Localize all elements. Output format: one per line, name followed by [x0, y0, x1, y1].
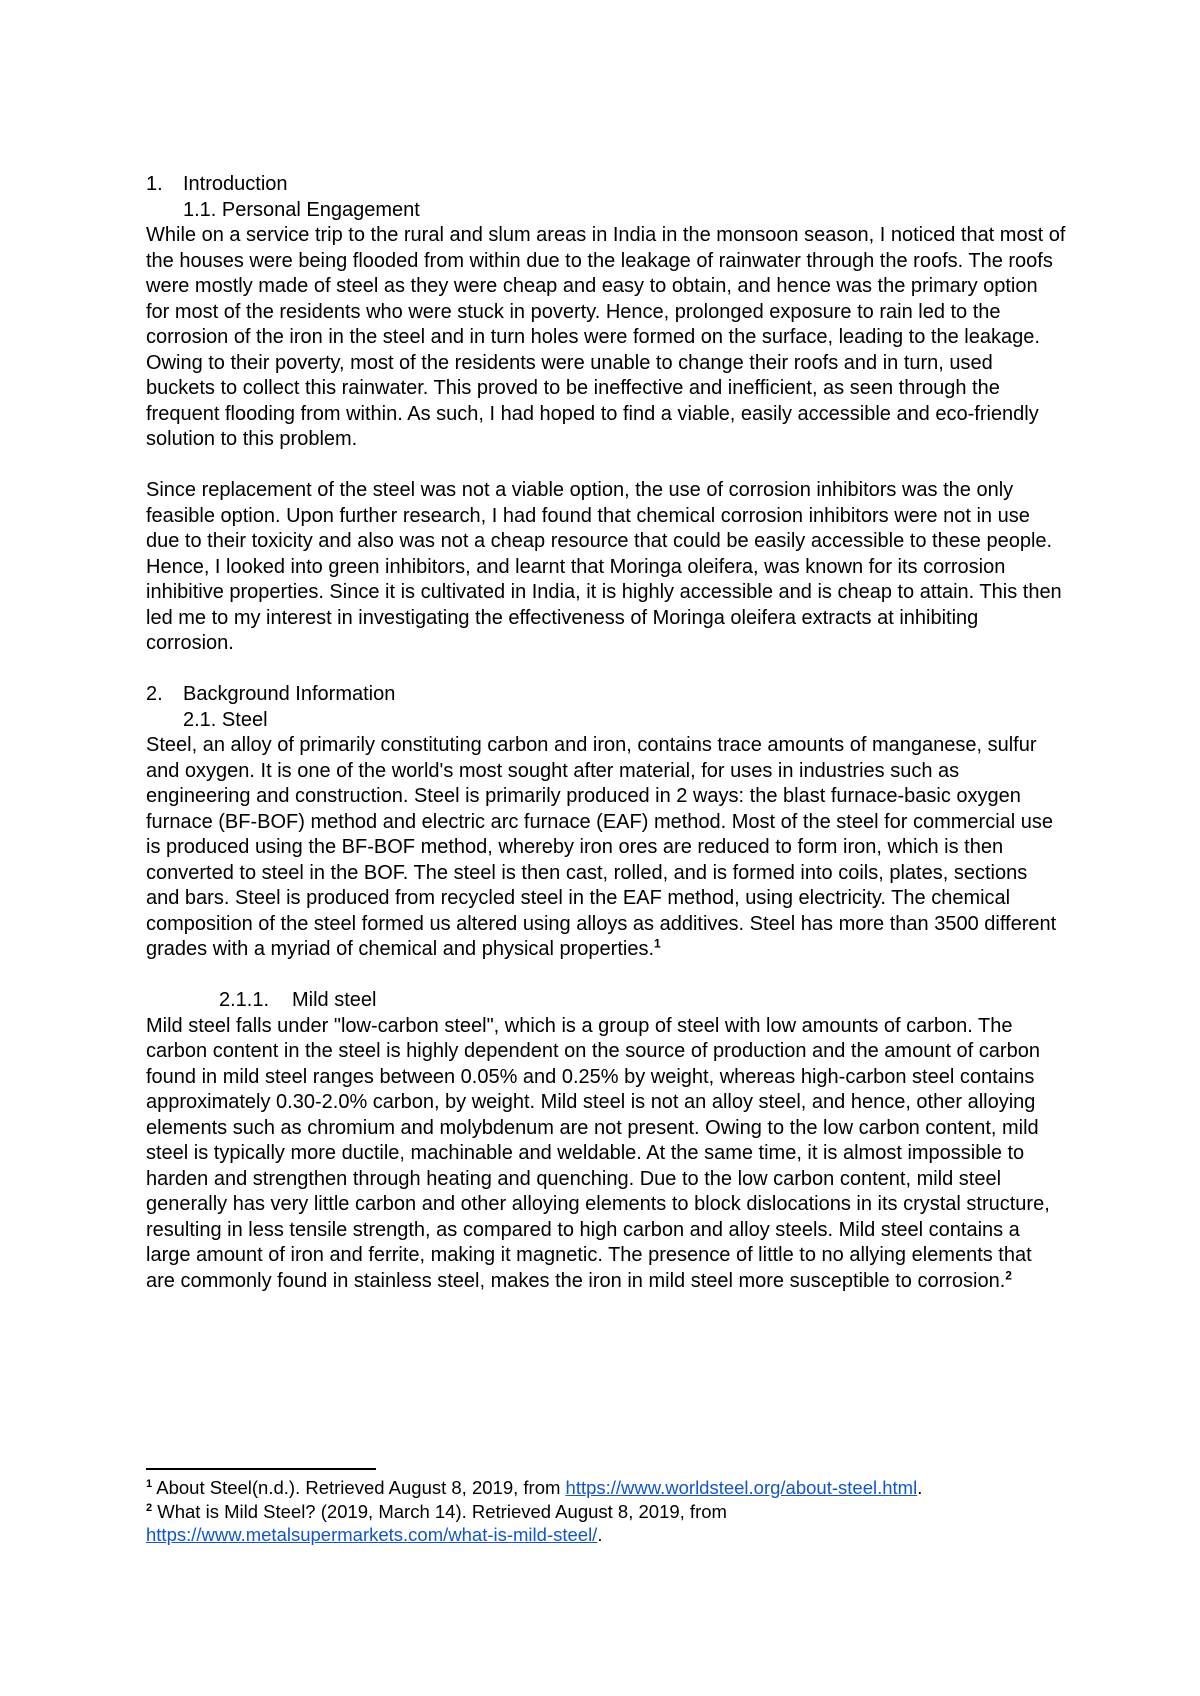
footnote-mark: 2 [146, 1501, 153, 1514]
paragraph-text: Steel, an alloy of primarily constituting carbon and iron, contains trace amounts of manganese, sulfur and oxygen. It is one of the world's most sought after material, for uses in industries such as engineering and construction. Steel is primarily produced in 2 ways: the blast furnace-basic oxygen furnace (BF-BOF) method and electric arc furnace (EAF) method. Most of the steel for commercial use is produced using the BF-BOF method, whereby iron ores are reduced to form iron, which is then converted to steel in the BOF. The steel is then cast, rolled, and is formed into coils, plates, sections and bars. Steel is produced from recycled steel in the EAF method, using electricity. The chemical composition of the steel formed us altered using alloys as additives. Steel has more than 3500 different grades with a myriad of chemical and physical properties. [146, 734, 1057, 960]
footnote-mark: 1 [146, 1477, 153, 1490]
footnote-text: What is Mild Steel? (2019, March 14). Retrieved August 8, 2019, from [152, 1500, 727, 1522]
footnote-1 [146, 1476, 1066, 1500]
footnote-ref[interactable]: 1 [654, 936, 661, 951]
footnote-link[interactable]: https://www.metalsupermarkets.com/what-is-mild-steel/ [146, 1524, 598, 1545]
heading-title: Background Information [183, 683, 396, 705]
heading-personal-engagement [146, 198, 1066, 224]
paragraph-personal-1: While on a service trip to the rural and slum areas in India in the monsoon season, I noticed that most of the houses were being flooded from within due to the leakage of rainwater through the roofs. The roofs were mostly made of steel as they were cheap and easy to obtain, and hence was the primary option for most of the residents who were stuck in poverty. Hence, prolonged exposure to rain led to the corrosion of the iron in the steel and in turn holes were formed on the surface, leading to the leakage. Owing to their poverty, most of the residents were unable to change their roofs and in turn, used buckets to collect this rainwater. This proved to be ineffective and inefficient, as seen through the frequent flooding from within. As such, I had hoped to find a viable, easily accessible and eco-friendly solution to this problem. [146, 224, 1066, 450]
heading-number: 1.1. [183, 198, 217, 221]
footnote-end: . [917, 1477, 923, 1498]
heading-introduction [146, 172, 1066, 198]
heading-number: 2.1. [183, 708, 217, 731]
heading-title: Mild steel [292, 989, 377, 1011]
footnote-divider [146, 1468, 376, 1470]
footnotes [146, 1468, 1066, 1547]
heading-number: 2.1.1. [219, 989, 270, 1011]
heading-background [146, 682, 1066, 708]
heading-number: 1. [146, 173, 163, 195]
footnote-end: . [597, 1524, 603, 1545]
heading-title: Introduction [183, 173, 288, 195]
heading-title: Steel [221, 708, 268, 731]
footnote-ref[interactable]: 2 [1005, 1267, 1012, 1282]
paragraph-mild-steel [146, 1014, 1066, 1295]
heading-mild-steel [146, 988, 1066, 1014]
paragraph-personal-2: Since replacement of the steel was not a viable option, the use of corrosion inhibitors was the only feasible option. Upon further research, I had found that chemical corrosion inhibitors were not in use due to their toxicity and also was not a cheap resource that could be easily accessible to these people. Hence, I looked into green inhibitors, and learnt that Moringa oleifera, was known for its corrosion inhibitive properties. Since it is cultivated in India, it is highly accessible and is cheap to attain. This then led me to my interest in investigating the effectiveness of Moringa oleifera extracts at inhibiting corrosion. [146, 479, 1062, 654]
footnote-text: About Steel(n.d.). Retrieved August 8, 2019, from [152, 1477, 566, 1498]
footnote-link[interactable]: https://www.worldsteel.org/about-steel.html [565, 1477, 918, 1498]
document-body [146, 172, 1066, 1294]
heading-number: 2. [146, 683, 163, 705]
paragraph-steel [146, 733, 1066, 963]
heading-title: Personal Engagement [221, 198, 420, 221]
heading-steel [146, 708, 1066, 734]
footnote-2 [146, 1500, 1066, 1547]
paragraph-text: Mild steel falls under "low-carbon steel", which is a group of steel with low amounts of carbon. The carbon content in the steel is highly dependent on the source of production and the amount of carbon found in mild steel ranges between 0.05% and 0.25% by weight, whereas high-carbon steel contains approximately 0.30-2.0% carbon, by weight. Mild steel is not an alloy steel, and hence, other alloying elements such as chromium and molybdenum are not present. Owing to the low carbon content, mild steel is typically more ductile, machinable and weldable. At the same time, it is almost impossible to harden and strengthen through heating and quenching. Due to the low carbon content, mild steel generally has very little carbon and other alloying elements to block dislocations in its crystal structure, resulting in less tensile strength, as compared to high carbon and alloy steels. Mild steel contains a large amount of iron and ferrite, making it magnetic. The presence of little to no allying elements that are commonly found in stainless steel, makes the iron in mild steel more susceptible to corrosion. [146, 1014, 1050, 1292]
